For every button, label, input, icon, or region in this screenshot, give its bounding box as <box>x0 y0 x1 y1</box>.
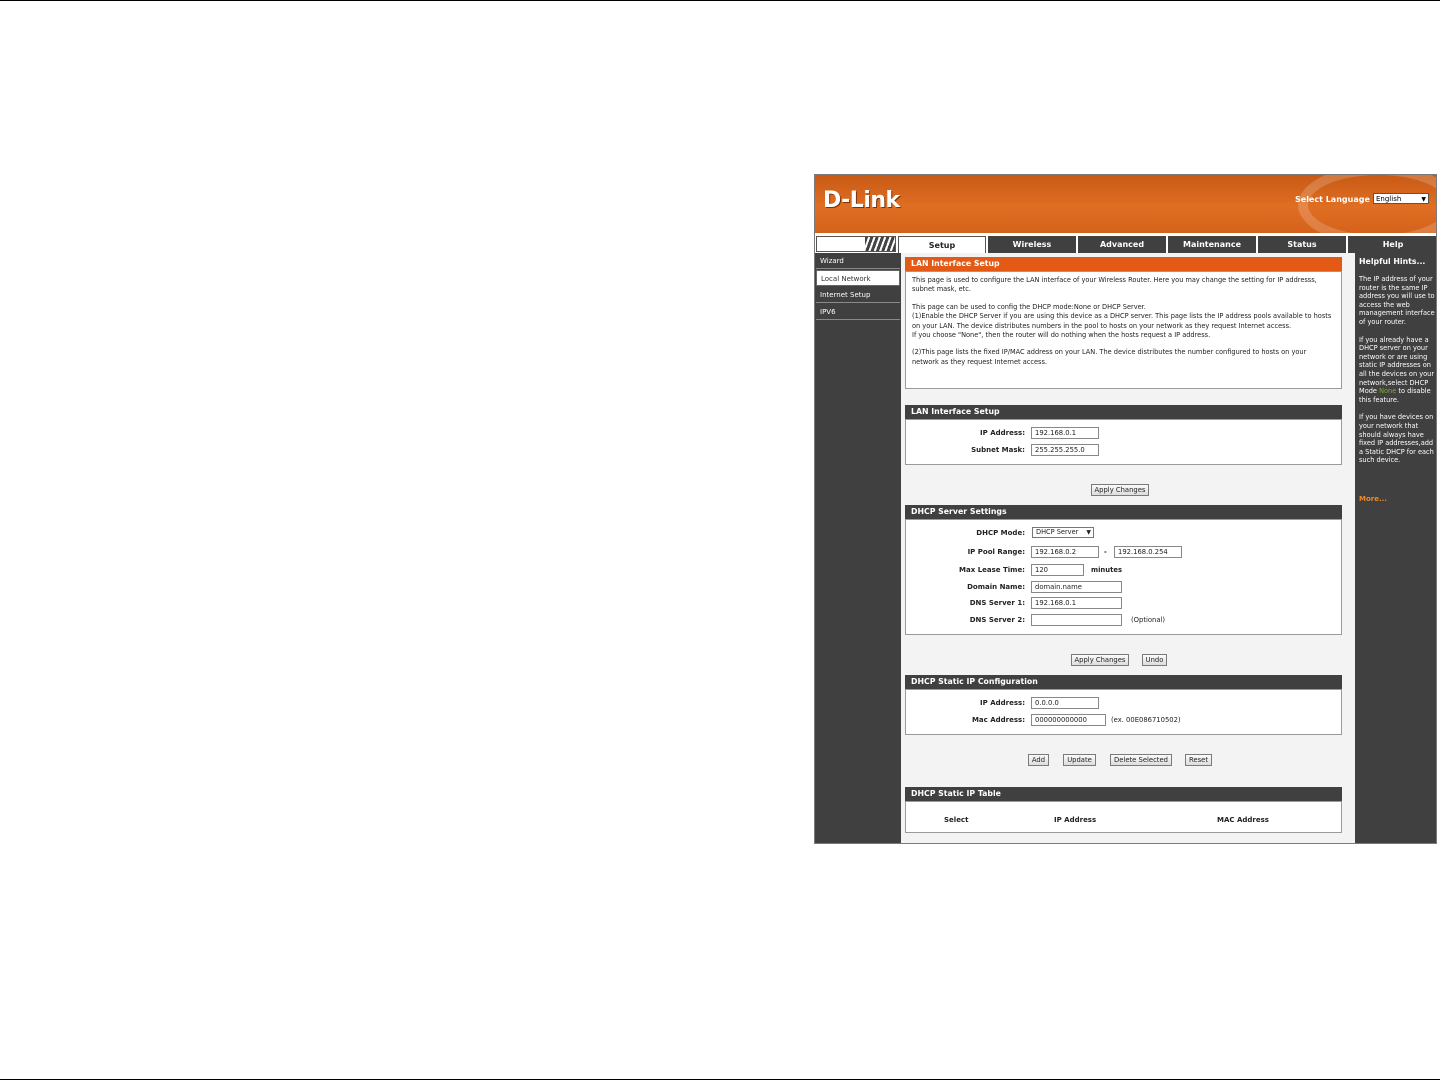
dlink-logo: D-Link <box>823 188 900 213</box>
dhcp-undo-button[interactable]: Undo <box>1142 654 1167 666</box>
lan-mask-input[interactable]: 255.255.255.0 <box>1031 444 1099 456</box>
tab-advanced[interactable]: Advanced <box>1078 236 1166 253</box>
static-ip-label: IP Address: <box>980 699 1025 707</box>
hint-paragraph-3: If you have devices on your network that should always have fixed IP addresses,add a Static DHCP for each such device. <box>1359 413 1434 465</box>
top-nav-tabs <box>815 236 1437 253</box>
lan-ip-label: IP Address: <box>980 429 1025 437</box>
language-select[interactable] <box>1373 193 1429 204</box>
max-lease-time-label: Max Lease Time: <box>959 566 1025 574</box>
domain-name-input[interactable]: domain.name <box>1031 581 1122 593</box>
max-lease-time-input[interactable]: 120 <box>1031 564 1084 576</box>
add-button[interactable]: Add <box>1028 754 1049 766</box>
static-section-title: DHCP Static IP Configuration <box>905 675 1342 689</box>
ip-pool-end-input[interactable]: 192.168.0.254 <box>1114 546 1182 558</box>
intro-paragraph-2a: This page can be used to config the DHCP mode:None or DHCP Server. <box>912 302 1146 311</box>
ip-pool-separator: - <box>1104 548 1107 556</box>
router-admin-window <box>814 174 1437 844</box>
table-header-select: Select <box>944 816 969 824</box>
hints-text <box>1359 275 1437 474</box>
sidebar-item-internet-setup[interactable]: Internet Setup <box>816 287 900 303</box>
mac-address-input[interactable]: 000000000000 <box>1031 714 1106 726</box>
sidebar-item-wizard[interactable]: Wizard <box>816 253 900 269</box>
intro-paragraph-3: (2)This page lists the fixed IP/MAC address on your LAN. The device distributes the number configured to hosts on your network as they request Internet access. <box>912 348 1307 366</box>
main-content <box>901 253 1355 844</box>
dns-server-2-input[interactable] <box>1031 614 1122 626</box>
header-banner <box>815 175 1437 233</box>
static-ip-input[interactable]: 0.0.0.0 <box>1031 697 1099 709</box>
ip-pool-range-label: IP Pool Range: <box>967 548 1025 556</box>
dhcp-mode-select[interactable] <box>1032 527 1094 538</box>
ip-pool-start-input[interactable]: 192.168.0.2 <box>1031 546 1099 558</box>
static-ip-table <box>905 801 1342 833</box>
helpful-hints-panel <box>1355 253 1437 844</box>
dhcp-box <box>905 519 1342 635</box>
intro-section-title: LAN Interface Setup <box>905 257 1342 271</box>
update-button[interactable]: Update <box>1063 754 1096 766</box>
tab-help[interactable]: Help <box>1348 236 1437 253</box>
chevron-down-icon: ▼ <box>1421 196 1426 203</box>
table-header-ip-address: IP Address <box>1054 816 1097 824</box>
stripe-decoration <box>865 237 895 251</box>
page-bottom-rule <box>0 1079 1440 1080</box>
lan-ip-input[interactable]: 192.168.0.1 <box>1031 427 1099 439</box>
lan-apply-changes-button[interactable]: Apply Changes <box>1091 484 1149 496</box>
lan-mask-label: Subnet Mask: <box>971 446 1025 454</box>
hint-none-keyword: None <box>1379 387 1397 396</box>
intro-box <box>905 271 1342 389</box>
chevron-down-icon: ▼ <box>1086 529 1091 536</box>
intro-paragraph-2b: (1)Enable the DHCP Server if you are using this device as a DHCP server. This page lists the IP address pools available to hosts on your LAN. The device distributes numbers in the pool to hosts on your network as they request Internet access. <box>912 312 1332 330</box>
tab-maintenance[interactable]: Maintenance <box>1168 236 1256 253</box>
static-box <box>905 689 1342 735</box>
reset-button[interactable]: Reset <box>1185 754 1212 766</box>
page-top-rule <box>0 0 1440 1</box>
tab-status[interactable]: Status <box>1258 236 1346 253</box>
delete-selected-button[interactable]: Delete Selected <box>1110 754 1172 766</box>
select-language-label: Select Language <box>1295 195 1370 204</box>
dns-server-1-input[interactable]: 192.168.0.1 <box>1031 597 1122 609</box>
dns-server-2-label: DNS Server 2: <box>969 616 1025 624</box>
lan-section-title: LAN Interface Setup <box>905 405 1342 419</box>
lan-box <box>905 419 1342 465</box>
mac-address-label: Mac Address: <box>971 716 1025 724</box>
tab-spacer <box>816 236 896 252</box>
dns-server-1-label: DNS Server 1: <box>969 599 1025 607</box>
header-swoosh-decoration <box>1298 175 1437 233</box>
hint-paragraph-1: The IP address of your router is the same IP address you will use to access the web management interface of your router. <box>1359 275 1435 326</box>
sidebar-item-ipv6[interactable]: IPV6 <box>816 304 900 320</box>
intro-paragraph-1: This page is used to configure the LAN interface of your Wireless Router. Here you may change the setting for IP addresss, subnet mask, etc. <box>912 276 1317 294</box>
more-link[interactable]: More... <box>1359 495 1387 503</box>
tab-setup[interactable]: Setup <box>898 236 986 253</box>
intro-paragraph-2c: If you choose "None", then the router will do nothing when the hosts request a IP address. <box>912 331 1211 340</box>
hints-title: Helpful Hints... <box>1359 257 1426 266</box>
dns-server-2-optional-note: (Optional) <box>1131 616 1166 624</box>
language-select-value: English <box>1376 195 1402 203</box>
dhcp-apply-changes-button[interactable]: Apply Changes <box>1071 654 1129 666</box>
dhcp-section-title: DHCP Server Settings <box>905 505 1342 519</box>
sidebar <box>815 253 901 844</box>
hint-paragraph-2b: to disable this feature. <box>1359 387 1431 404</box>
domain-name-label: Domain Name: <box>967 583 1025 591</box>
mac-example-note: (ex. 00E086710502) <box>1111 716 1181 724</box>
table-section-title: DHCP Static IP Table <box>905 787 1342 801</box>
lease-unit-label: minutes <box>1091 566 1122 574</box>
hint-paragraph-2a: If you already have a DHCP server on your network or are using static IP addresses on all the devices on your network,select DHCP Mode <box>1359 335 1435 396</box>
dhcp-mode-label: DHCP Mode: <box>976 529 1025 537</box>
tab-wireless[interactable]: Wireless <box>988 236 1076 253</box>
table-header-mac-address: MAC Address <box>1217 816 1269 824</box>
dhcp-mode-value: DHCP Server <box>1036 528 1079 536</box>
sidebar-item-local-network[interactable]: Local Network <box>816 270 900 286</box>
